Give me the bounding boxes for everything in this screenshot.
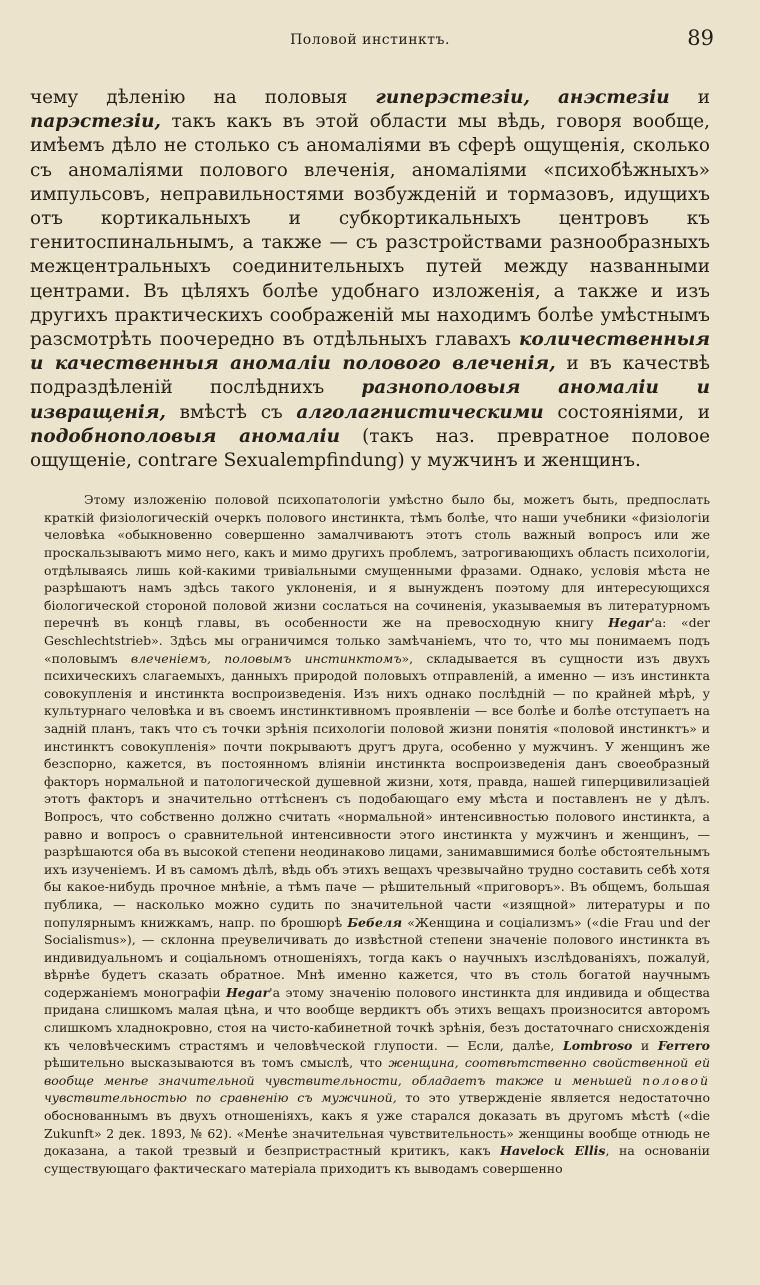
footnote-text-run: 'а: «der Geschlechtstrieb». Здѣсь мы ограничимся только замѣчаніемъ, что то, что мы понимаемъ подъ «половымъ [44,615,710,666]
footnote-spaced-emphasis: половой [642,1072,710,1088]
footnote-paragraph [44,491,710,1177]
main-text-run [530,87,558,108]
page-header [30,26,714,68]
footnote-text-run: то это утвержденіе является недостаточно обоснованнымъ въ двухъ отношеніяхъ, какъ я уже старался доказать въ другомъ мѣстѣ («die Zukunft» 2 дек. 1893, № 62). «Менѣе значительная чувствительность» женщины вообще отнюдь не доказана, а такой трезвый и безпристрастный критикъ, какъ [44,1090,710,1159]
main-text-run: состояніями, и [543,401,710,423]
author-name-ferrero: Ferrero [657,1037,711,1053]
main-paragraph [30,86,710,473]
author-name-bebel: Бебеля [347,914,403,930]
running-head: Половой инстинктъ. [290,32,450,48]
term-paresthesia: парэстезіи, [30,111,161,133]
term-hyperesthesia: гиперэстезіи, [375,87,530,108]
footnote-text-run: Этому изложенію половой психопатологіи умѣстно было бы, можетъ быть, предпослать краткій физіологическій очеркъ полового инстинкта, тѣмъ болѣе, что наши учебники «физіологіи человѣка «обыкновенно совершенно замалчиваютъ этотъ столь важный вопросъ или же проскальзываютъ мимо него, какъ и мимо другихъ проблемъ, затрогивающихъ область психологіи, отдѣлываясь лишь кой-какими тривіальными смущенными фразами. Однако, условія мѣста не разрѣшаютъ намъ здѣсь такого уклоненія, и я вынужденъ поэтому для интересующихся біологической стороной половой жизни сослаться на сочиненія, указываемыя въ литературномъ перечнѣ въ концѣ главы, въ особенности же на превосходную книгу [44,492,710,631]
term-anesthesia: анэстезіи [558,87,670,108]
main-text-run: и въ качествѣ подраздѣленій послѣднихъ [30,353,710,399]
main-text-run: вмѣстѣ съ [165,401,297,423]
footnote-text-run: рѣшительно высказываются въ томъ смыслѣ, что [44,1055,389,1071]
author-name-hegar: Hegar [225,984,270,1000]
footnote-text-run: , на основаніи существующаго фактическаго матеріала приходитъ къ выводамъ совершенно [44,1143,710,1176]
footnote-text-run: », складывается въ сущности изъ двухъ психическихъ слагаемыхъ, данныхъ природой половыхъ отправленій, а именно — изъ инстинкта совокупленія и инстинкта воспроизведенія. Изъ нихъ однако послѣдній — по крайней мѣрѣ, у культурнаго человѣка и въ своемъ инстинктивномъ проявленіи — все болѣе и болѣе отступаетъ на задній планъ, такъ что съ точки зрѣнія психологіи половой жизни понятія «половой инстинктъ» и инстинктъ совокупленія» почти покрываютъ другъ друга, особенно у мужчинъ. У женщинъ же безспорно, кажется, въ постоянномъ вліяніи инстинкта воспроизведенія данъ своеобразный факторъ нормальной и патологической душевной жизни, хотя, правда, нашей гиперцивилизаціей этотъ факторъ и значительно оттѣсненъ съ подобающаго ему мѣста и поставленъ не у дѣлъ. Вопросъ, что собственно должно считать «нормальной» интенсивностью полового инстинкта, а равно и вопросъ о сравнительной интенсивности этого инстинкта у мужчинъ и женщинъ, — разрѣшаются оба въ высокой степени неодинаково лицами, занимавшимися болѣе обстоятельнымъ ихъ изученіемъ. И въ самомъ дѣлѣ, вѣдь объ этихъ вещахъ чрезвычайно трудно составить себѣ хотя бы какое-нибудь прочное мнѣніе, а тѣмъ паче — рѣшительный «приговоръ». Въ общемъ, большая публика, — насколько можно судить по значительной части «изящной» литературы и по популярнымъ книжкамъ, напр. по брошюрѣ [44,650,710,930]
footnote-emphasis: влеченіемъ, половымъ инстинктомъ [130,650,402,666]
main-text-run: такъ какъ въ этой области мы вѣдь, говоря вообще, имѣемъ дѣло не столько съ аномаліями въ сферѣ ощущенія, сколько съ аномаліями полового влеченія, аномаліями «психобѣжныхъ» импульсовъ, неправильностями возбужденій и тормазовъ, идущихъ отъ кортикальныхъ и субкортикальныхъ центровъ къ генитоспинальнымъ, а также — съ разстройствами разнообразныхъ межцентральныхъ соединительныхъ путей между названными центрами. Въ цѣляхъ болѣе удобнаго изложенія, а также и изъ другихъ практическихъ соображеній мы находимъ болѣе умѣстнымъ разсмотрѣть поочередно въ отдѣльныхъ главахъ [30,111,710,351]
footnote-emphasis: женщина, соотвѣтственно свойственной ей вообще менѣе значительной чувствительности, обладаетъ также и меньшей [44,1055,710,1088]
page-number: 89 [687,26,714,50]
term-homosexual-anomalies: подобнополовыя аномаліи [30,425,340,447]
term-heterosexual-anomalies: разнополовыя аномаліи и извращенія, [30,377,710,423]
footnote-text-run: и [632,1037,658,1053]
author-name-havelock-ellis: Havelock Ellis [500,1143,606,1159]
term-algolagnistic: алголагнистическими [296,401,544,423]
author-name-hegar: Hegar [608,615,652,631]
term-quantitative-qualitative-anomalies: количественныя и качественныя аномаліи полового влеченія, [30,329,710,375]
footnote-text-run: «Женщина и соціализмъ» («die Frau und der Socialismus»), — склонна преувеличивать до извѣстной степени значеніе полового инстинкта въ индивидуальномъ и соціальномъ отношеніяхъ, тогда какъ о научныхъ изслѣдованіяхъ, пожалуй, вѣрнѣе будетъ сказать обратное. Мнѣ именно кажется, что въ столь богатой научнымъ содержаніемъ монографіи [44,914,710,1000]
main-text-run: чему дѣленію на половыя [30,87,376,108]
author-name-lombroso: Lombroso [562,1037,633,1053]
main-text-run: и [669,87,710,108]
main-text-run: (такъ наз. превратное половое ощущеніе, contrare Sexualempfindung) у мужчинъ и женщинъ. [30,425,710,472]
footnote-emphasis: чувствительностью по сравненію съ мужчиной, [44,1090,397,1106]
footnote-text-run: 'а этому значенію полового инстинкта для индивида и общества придана слишкомъ малая цѣна, и что вообще вердиктъ объ этихъ вещахъ произносится авторомъ слишкомъ хладнокровно, стоя на чисто-кабинетной точкѣ зрѣнія, безъ достаточнаго снисхожденія къ человѣческимъ страстямъ и человѣческой глупости. — Если, далѣе, [44,984,710,1053]
